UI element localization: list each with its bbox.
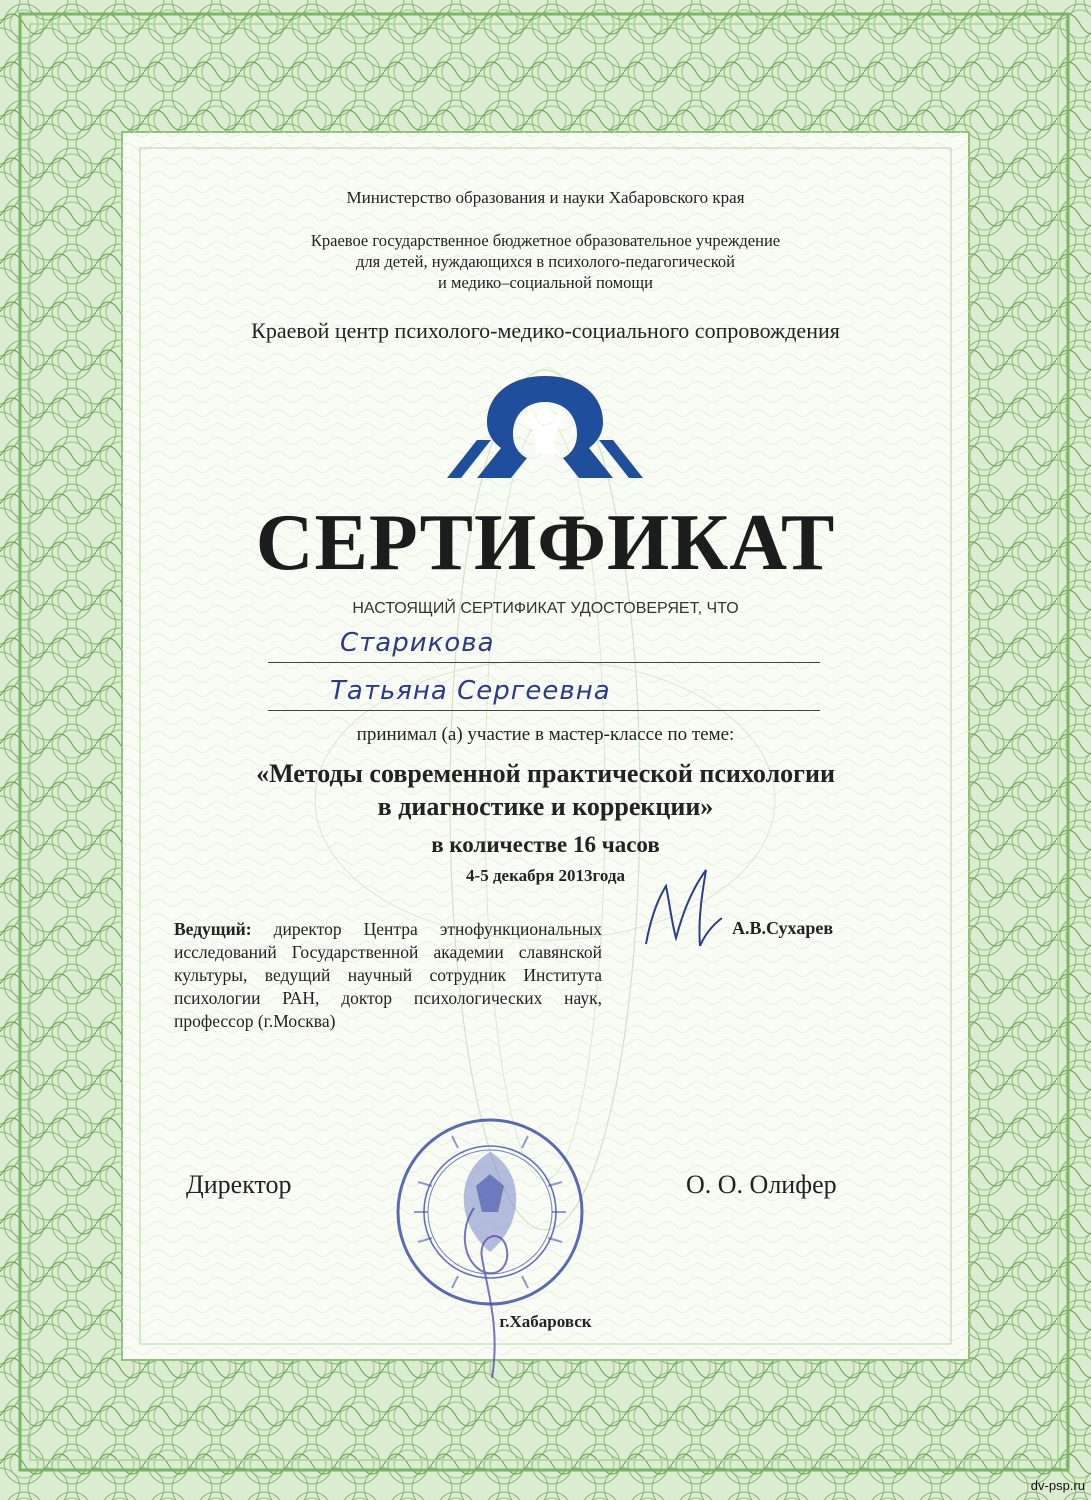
city-name: г.Хабаровск [499,1312,592,1331]
recipient-surname: Старикова [340,628,495,658]
topic-title [140,757,951,823]
ministry-name: Министерство образования и науки Хабаровского края [346,188,745,207]
certificate-title: СЕРТИФИКАТ [255,499,836,587]
topic-line-1: «Методы современной практической психологии [256,759,835,788]
surname-underline [268,662,820,663]
leader-name: А.В.Сухарев [732,918,834,938]
participation-text: принимал (а) участие в мастер-классе по теме: [356,724,735,745]
leader-label: Ведущий: [174,919,252,939]
institution-line-3: и медико–социальной помощи [438,273,653,292]
website-watermark: dv-psp.ru [1030,1478,1085,1493]
director-label: Директор [186,1170,292,1199]
institution-line-2: для детей, нуждающихся в психолого-педагогической [356,252,735,271]
hours-text: в количестве 16 часов [431,832,660,857]
leader-signature [636,862,726,954]
director-signature [440,1188,550,1388]
leader-description: директор Центра этнофункциональных исследований Государственной академии славянской культуры, ведущий научный сотрудник Института психологии РАН, доктор психологических наук, профессор (г.Москва) [174,919,602,1031]
certifies-text: НАСТОЯЩИЙ СЕРТИФИКАТ УДОСТОВЕРЯЕТ, ЧТО [352,600,739,617]
name-underline [268,710,820,711]
centre-name: Краевой центр психолого-медико-социального сопровождения [251,318,840,343]
centre-logo-icon [447,372,643,484]
topic-line-2: в диагностике и коррекции» [377,792,714,821]
event-date: 4-5 декабря 2013года [466,866,625,885]
director-name: О. О. Олифер [686,1170,837,1199]
recipient-name: Татьяна Сергеевна [330,676,611,706]
institution-line-1: Краевое государственное бюджетное образовательное учреждение [310,231,781,250]
leader-block [174,918,602,1033]
institution-name [140,230,951,293]
